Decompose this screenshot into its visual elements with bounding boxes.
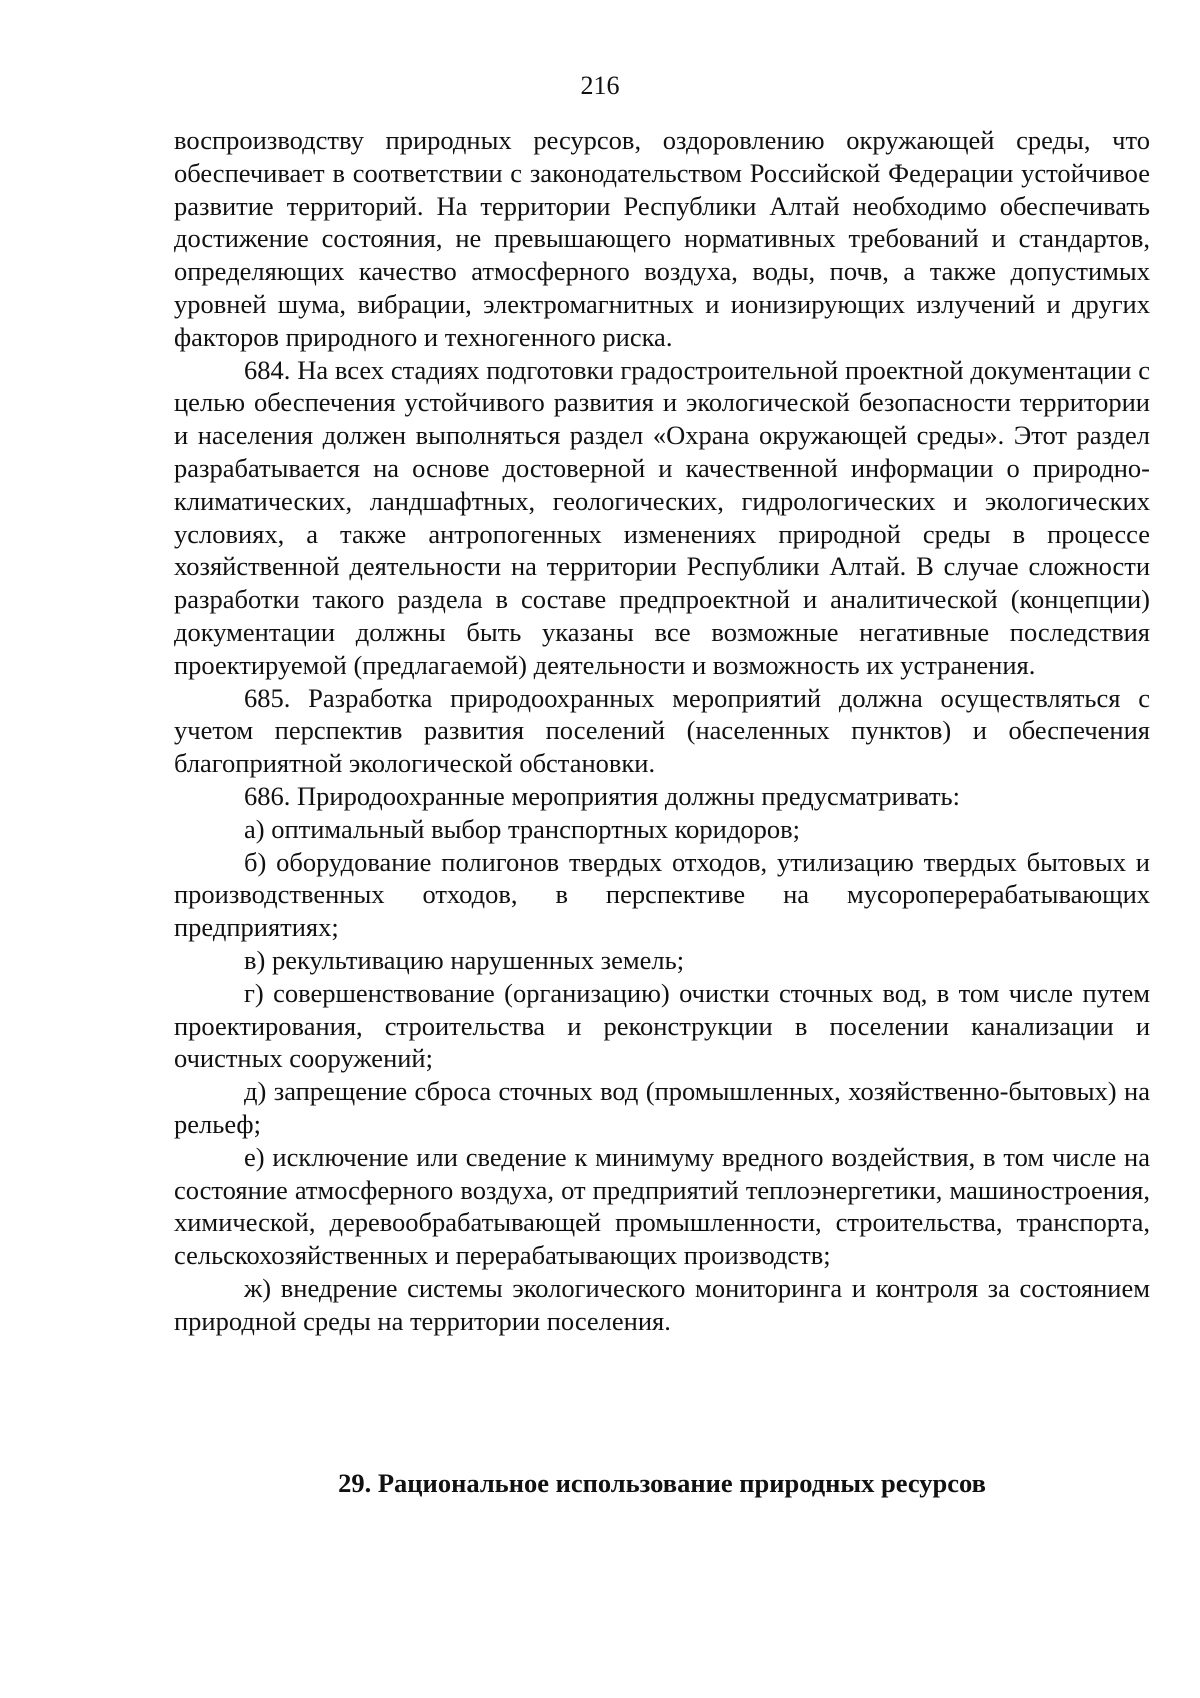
paragraph-686: 686. Природоохранные мероприятия должны предусматривать:	[244, 780, 960, 811]
list-item-zh: ж) внедрение системы экологического мониторинга и контроля за состоянием природной среды на территории поселения.	[174, 1272, 1150, 1336]
paragraph-continuation: воспроизводству природных ресурсов, оздоровлению окружающей среды, что обеспечивает в соответствии с законодательством Российской Федерации устойчивое развитие территорий. На территории Республики Алтай необходимо обеспечивать достижение состояния, не превышающего нормативных требований и стандартов, определяющих качество атмосферного воздуха, воды, почв, а также допустимых уровней шума, вибрации, электромагнитных и ионизирующих излучений и других факторов природного и техногенного риска.	[174, 125, 1150, 352]
paragraph-685: 685. Разработка природоохранных мероприятий должна осуществляться с учетом перспектив развития поселений (населенных пунктов) и обеспечения благоприятной экологической обстановки.	[174, 682, 1150, 779]
list-item-b: б) оборудование полигонов твердых отходов, утилизацию твердых бытовых и производственных отходов, в перспективе на мусороперерабатывающих предприятиях;	[174, 846, 1150, 943]
section-heading: 29. Рациональное использование природных ресурсов	[338, 1468, 986, 1498]
list-item-e: е) исключение или сведение к минимуму вредного воздействия, в том числе на состояние атмосферного воздуха, от предприятий теплоэнергетики, машиностроения, химической, деревообрабатывающей промышленности, строительства, транспорта, сельскохозяйственных и перерабатывающих производств;	[174, 1141, 1150, 1271]
list-item-d: д) запрещение сброса сточных вод (промышленных, хозяйственно-бытовых) на рельеф;	[174, 1076, 1150, 1139]
paragraph-684: 684. На всех стадиях подготовки градостроительной проектной документации с целью обеспечения устойчивого развития и экологической безопасности территории и населения должен выполняться раздел «Охрана окружающей среды». Этот раздел разрабатывается на основе достоверной и качественной информации о природно-климатических, ландшафтных, геологических, гидрологических и экологических условиях, а также антропогенных изменениях природной среды в процессе хозяйственной деятельности на территории Республики Алтай. В случае сложности разработки такого раздела в составе предпроектной и аналитической (концепции) документации должны быть указаны все возможные негативные последствия проектируемой (предлагаемой) деятельности и возможность их устранения.	[174, 354, 1150, 680]
document-body	[174, 124, 1150, 1337]
list-item-g: г) совершенствование (организацию) очистки сточных вод, в том числе путем проектирования, строительства и реконструкции в поселении канализации и очистных сооружений;	[174, 977, 1150, 1074]
list-item-a: а) оптимальный выбор транспортных коридоров;	[244, 813, 800, 844]
page-number: 216	[580, 71, 620, 100]
list-item-v: в) рекультивацию нарушенных земель;	[244, 944, 685, 975]
